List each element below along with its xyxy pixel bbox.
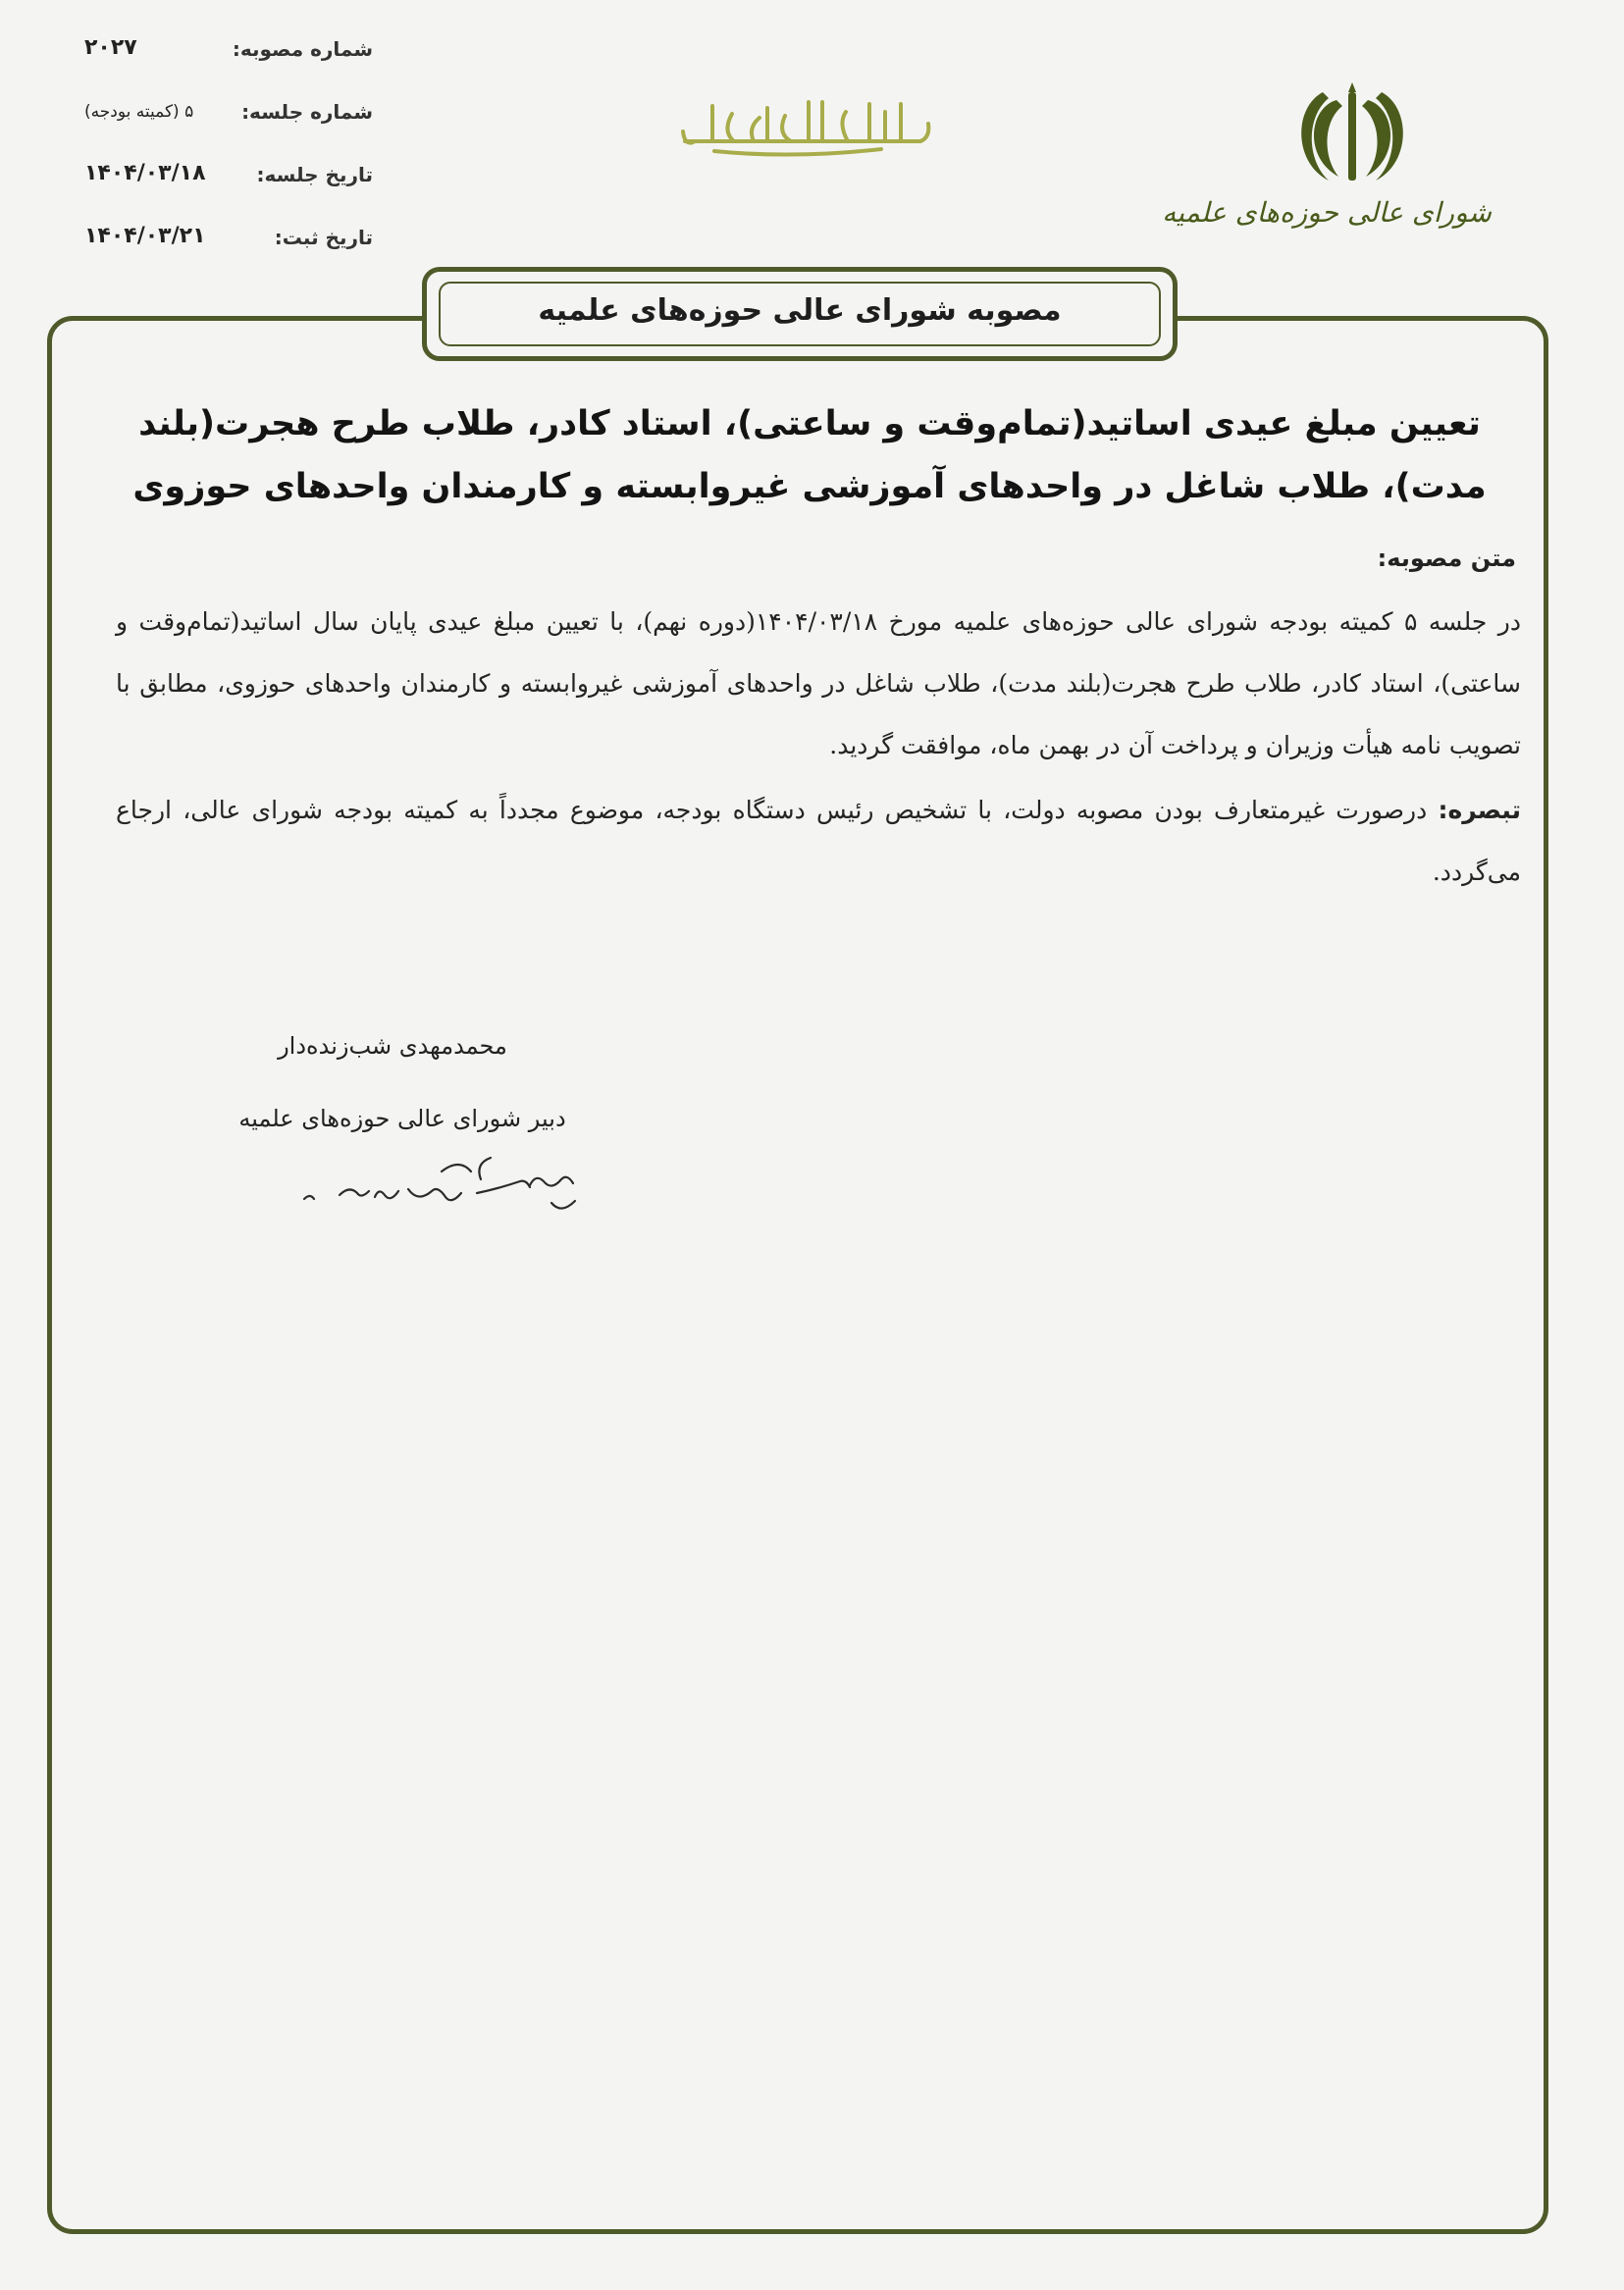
meta-value: ۲۰۲۷ bbox=[84, 35, 137, 60]
organization-name: شورای عالی حوزه‌های علمیه bbox=[1162, 196, 1492, 229]
note-paragraph bbox=[116, 779, 1521, 903]
meta-value: ۵ (کمیته بودجه) bbox=[84, 102, 194, 122]
meta-label: تاریخ جلسه: bbox=[256, 163, 373, 186]
note-text: درصورت غیرمتعارف بودن مصوبه دولت، با تشخیص رئیس دستگاه بودجه، موضوع مجدداً به کمیته بودجه شورای عالی، ارجاع می‌گردد. bbox=[116, 796, 1521, 886]
approval-header-tab bbox=[422, 267, 1178, 361]
tab-title: مصوبه شورای عالی حوزه‌های علمیه bbox=[538, 293, 1062, 328]
meta-row-approval-number bbox=[79, 29, 373, 69]
signatory-role: دبیر شورای عالی حوزه‌های علمیه bbox=[238, 1105, 566, 1132]
document-title: تعیین مبلغ عیدی اساتید(تمام‌وقت و ساعتی)، استاد کادر، طلاب طرح هجرت(بلند مدت)، طلاب شاغل در واحدهای آموزشی غیروابسته و کارمندان واحدهای حوزوی bbox=[132, 404, 1487, 506]
meta-label: شماره جلسه: bbox=[241, 100, 373, 124]
signatory-name: محمدمهدی شب‌زنده‌دار bbox=[278, 1032, 507, 1060]
basmala-calligraphy-icon bbox=[675, 90, 940, 159]
note-label: تبصره: bbox=[1438, 796, 1521, 824]
national-emblem-icon bbox=[1293, 78, 1411, 186]
body-paragraph: در جلسه ۵ کمیته بودجه شورای عالی حوزه‌های علمیه مورخ ۱۴۰۴/۰۳/۱۸(دوره نهم)، با تعیین مبلغ عیدی پایان سال اساتید(تمام‌وقت و ساعتی)، استاد کادر، طلاب طرح هجرت(بلند مدت)، طلاب شاغل در واحدهای آموزشی غیروابسته و کارمندان واحدهای حوزوی، مطابق با تصویب نامه هیأت وزیران و پرداخت آن در بهمن ماه، موافقت گردید. bbox=[116, 607, 1521, 759]
meta-label: تاریخ ثبت: bbox=[274, 226, 373, 249]
meta-value: ۱۴۰۴/۰۳/۲۱ bbox=[84, 224, 206, 248]
meta-row-registration-date bbox=[79, 218, 373, 257]
meta-value: ۱۴۰۴/۰۳/۱۸ bbox=[84, 161, 206, 185]
handwritten-signature-icon bbox=[294, 1138, 608, 1246]
meta-row-session-number bbox=[79, 92, 373, 131]
body-heading: متن مصوبه: bbox=[1377, 545, 1516, 572]
meta-row-session-date bbox=[79, 155, 373, 194]
meta-label: شماره مصوبه: bbox=[232, 37, 373, 61]
